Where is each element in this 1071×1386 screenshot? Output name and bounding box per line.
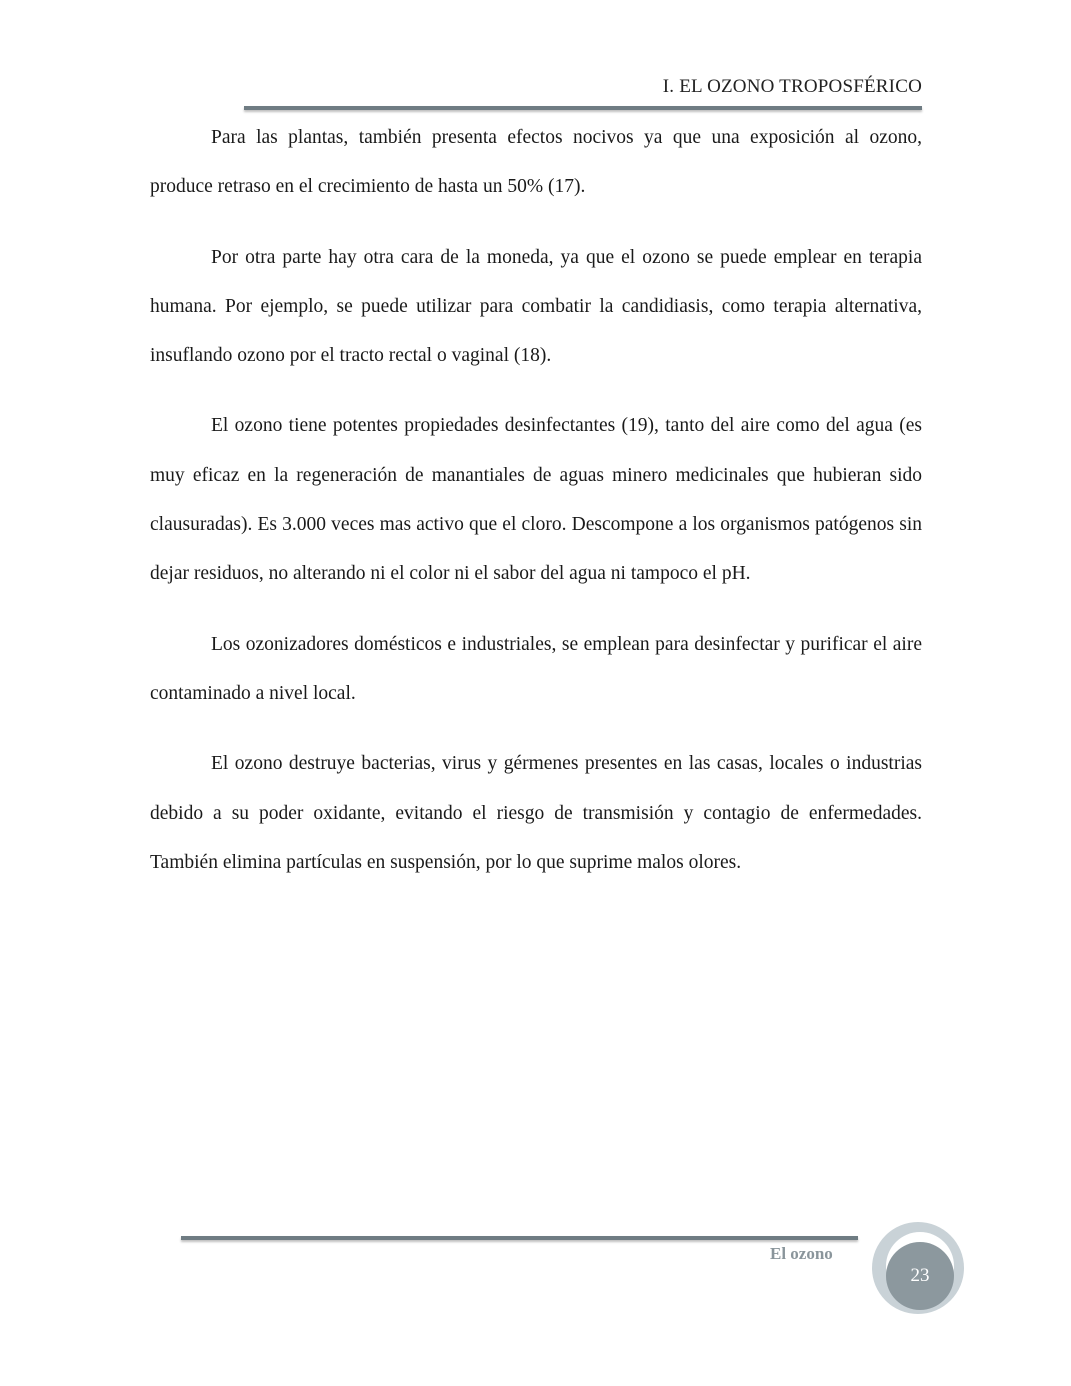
paragraph-destroys-germs: El ozono destruye bacterias, virus y gérmenes presentes en las casas, locales o industrias debido a su poder oxidante, evitando el riesgo de transmisión y contagio de enfermedades. También elimina partículas en suspensión, por lo que suprime malos olores. xyxy=(150,753,922,873)
running-header-title: I. EL OZONO TROPOSFÉRICO xyxy=(662,76,922,97)
page-number-badge xyxy=(872,1222,964,1314)
paragraph-plants-effects: Para las plantas, también presenta efectos nocivos ya que una exposición al ozono, produce retraso en el crecimiento de hasta un 50% (17). xyxy=(150,127,922,198)
footer-divider xyxy=(181,1236,858,1240)
page-number: 23 xyxy=(886,1242,954,1310)
paragraph-ozonizers: Los ozonizadores domésticos e industriales, se emplean para desinfectar y purificar el aire contaminado a nivel local. xyxy=(150,633,922,704)
paragraph-human-therapy: Por otra parte hay otra cara de la moneda, ya que el ozono se puede emplear en terapia humana. Por ejemplo, se puede utilizar para combatir la candidiasis, como terapia alternativa, insuflando ozono por el tracto rectal o vaginal (18). xyxy=(150,246,922,367)
body-text xyxy=(150,113,922,908)
paragraph-disinfectant-properties: El ozono tiene potentes propiedades desinfectantes (19), tanto del aire como del agua (es muy eficaz en la regeneración de manantiales de aguas minero medicinales que hubieran sido clausuradas). Es 3.000 veces mas activo que el cloro. Descompone a los organismos patógenos sin dejar residuos, no alterando ni el color ni el sabor del agua ni tampoco el pH. xyxy=(150,415,922,585)
footer-document-title: El ozono xyxy=(770,1244,833,1263)
header-divider xyxy=(244,106,922,110)
